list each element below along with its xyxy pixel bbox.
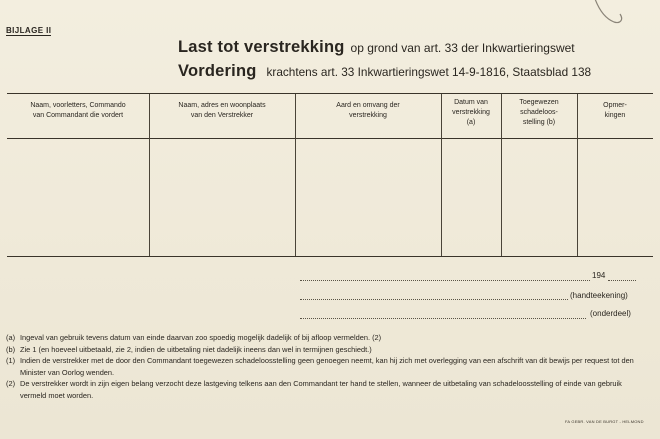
column-header-supplier: Naam, adres en woonplaats van den Verstrekker — [178, 102, 266, 119]
table-header-divider — [7, 138, 653, 139]
footnote: (a) Ingeval van gebruik tevens datum van einde daarvan zoo spoedig mogelijk dadelijk of bij afloop vermelden. (2) — [6, 333, 382, 342]
column-header-compensation: Toegewezen schadeloos- stelling (b) — [519, 99, 559, 126]
title-line-1 — [178, 38, 575, 57]
footnote: (1) Indien de verstrekker met de door den Commandant toegewezen schadeloosstelling geen genoegen neemt, kan hij zich met overlegging van een afschrift van dit bewijs per request tot den Minister van Oorlog wenden. — [6, 356, 634, 377]
paper-clip-icon — [590, 0, 630, 34]
footnotes — [6, 332, 646, 402]
title-second-legal-basis: krachtens art. 33 Inkwartieringswet 14-9-1816, Staatsblad 138 — [266, 65, 592, 79]
column-header-nature: Aard en omvang der verstrekking — [336, 102, 400, 119]
signature-label: (handteekening) — [570, 291, 628, 300]
title-main-legal-basis: op grond van art. 33 der Inkwartieringswet — [350, 41, 575, 55]
footnote: (b) Zie 1 (en hoeveel uitbetaald, zie 2, indien de uitbetaling niet dadelijk ineens dan wel in termijnen geschiedt.) — [6, 344, 372, 354]
printer-mark: FA GEBR. VAN DE BURGT - HELMOND — [565, 419, 644, 424]
title-second: Vordering — [178, 62, 257, 80]
footnote: (2) De verstrekker wordt in zijn eigen belang verzocht deze lastgeving telkens aan den Commandant ter hand te stellen, wanneer de uitbetaling van schadeloosstelling of einde van gebruik vermeld moet worden. — [6, 379, 622, 400]
column-header-commander: Naam, voorletters, Commando van Commandant die vordert — [30, 102, 126, 119]
unit-label: (onderdeel) — [590, 309, 631, 318]
title-main: Last tot verstrekking — [178, 38, 345, 56]
title-line-2 — [178, 62, 591, 81]
appendix-label: BIJLAGE II — [6, 26, 52, 35]
place-date-line[interactable] — [300, 280, 590, 281]
column-header-remarks: Opmer- kingen — [603, 102, 627, 119]
requisition-table — [7, 93, 653, 257]
unit-line[interactable] — [300, 318, 586, 319]
column-header-date: Datum van verstrekking (a) — [452, 99, 490, 126]
signature-line[interactable] — [300, 299, 568, 300]
year-line[interactable] — [608, 280, 636, 281]
year-prefix: 194 — [592, 271, 606, 280]
